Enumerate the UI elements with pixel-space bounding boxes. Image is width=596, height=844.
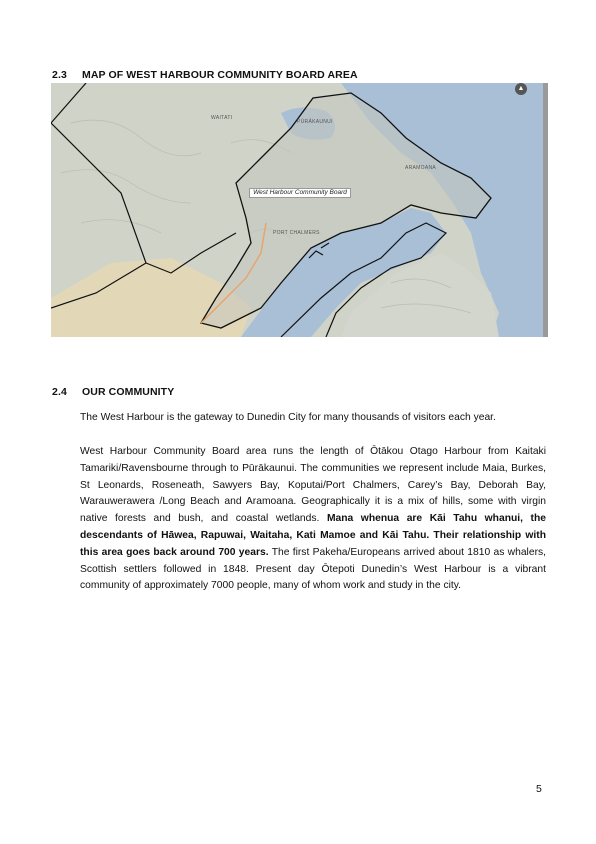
section-title: MAP OF WEST HARBOUR COMMUNITY BOARD AREA — [82, 69, 358, 81]
section-number: 2.3 — [52, 69, 67, 81]
section-heading-community — [52, 386, 174, 398]
map-label-aramoana: ARAMOANA — [405, 165, 437, 171]
page-number: 5 — [536, 783, 542, 795]
north-arrow-icon: ▲ — [515, 83, 527, 95]
body-text-1: West Harbour Community Board area runs the length of Ōtākou Otago Harbour from Kaitaki Tamariki/Ravensbourne through to Pūrākaunui. The communities we represent include Maia, Burkes, St Leonards, Roseneath, Sawyers Bay, Koputai/Port Chalmers, Carey’s Bay, Deborah Bay, Warauwerawera /Long Beach and Aramoana. Geographically it is a mix of hills, some with virgin native forests and bush, and coastal wetlands. — [80, 446, 546, 525]
board-name-label: West Harbour Community Board — [249, 188, 351, 198]
west-harbour-map — [51, 83, 548, 337]
map-label-purakaunui: PŪRĀKAUNUI — [297, 119, 333, 125]
intro-paragraph: The West Harbour is the gateway to Dunedin City for many thousands of visitors each year. — [80, 412, 496, 423]
community-paragraph — [80, 444, 546, 595]
body-bold-text: Mana whenua are Kāi Tahu whanui, the descendants of Hāwea, Rapuwai, Waitaha, Kati Mamoe and Kāi Tahu. Their relationship with this area goes back around 700 years. — [80, 513, 547, 558]
map-edge-bar — [543, 83, 548, 337]
map-label-port-chalmers: PORT CHALMERS — [273, 230, 320, 236]
body-text-2: The first Pakeha/Europeans arrived about 1810 as whalers, Scottish settlers followed in 1848. Present day Ōtepoti Dunedin’s West Harbour is a vibrant community of approximately 7000 people, many of whom work and study in the city. — [80, 546, 547, 592]
section-heading-map — [52, 69, 358, 81]
section-title: OUR COMMUNITY — [82, 386, 175, 398]
map-label-waitati: WAITATI — [211, 115, 233, 121]
section-number: 2.4 — [52, 386, 67, 398]
